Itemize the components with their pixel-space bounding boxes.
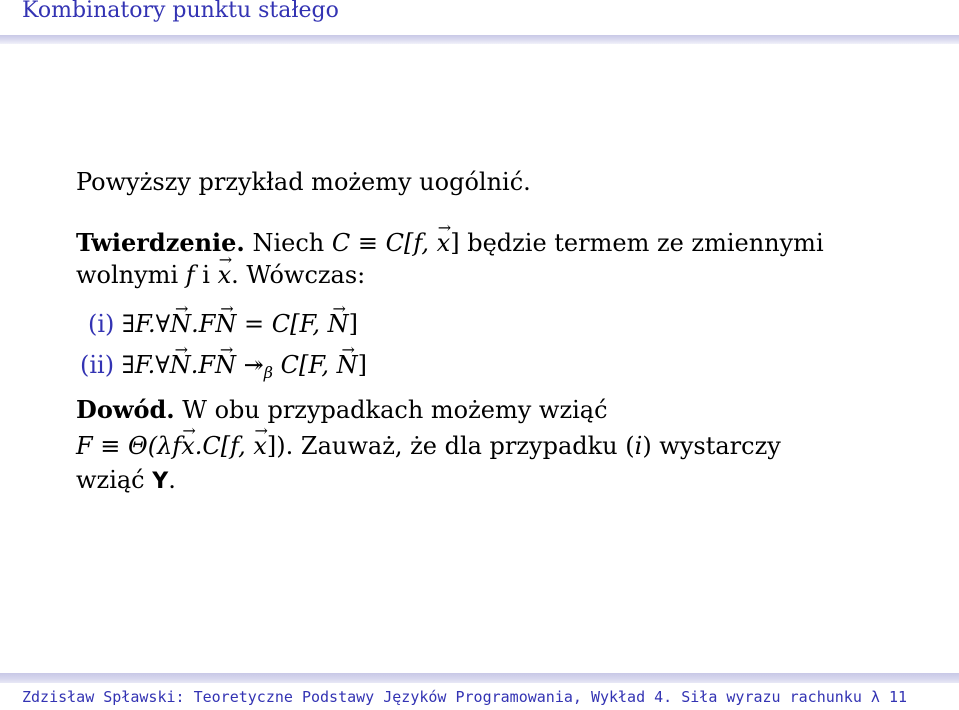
item-formula-rhs: C[F, [273,351,337,379]
n-vector: → N [328,309,349,339]
item-formula-pre: ∃F.∀ [122,310,171,338]
beta-subscript: β [263,363,274,382]
theorem-and: i [202,261,210,289]
proof-line-2 [76,431,781,461]
theorem-f: f [185,261,195,289]
theorem-bracket: ] [450,229,460,257]
theorem-text-4: . Wówczas: [231,261,366,289]
frame-title: Kombinatory punktu stałego [22,0,339,23]
theorem-text: Niech [252,229,325,257]
proof-text-3: ) wystarczy [642,432,781,460]
item-relation: ↠ [236,351,264,379]
item-close: ] [357,351,367,379]
x-vector: → x [181,431,195,461]
theorem-text-3: wolnymi [76,261,179,289]
proof-text: W obu przypadkach możemy wziąć [182,396,608,424]
theorem-c: C [331,229,351,257]
proof-dot-c: .C[f, [194,432,254,460]
theorem-x-vector: → x [437,228,451,258]
proof-i: i [634,432,643,460]
theorem-text-2: będzie termem ze zmiennymi [467,229,824,257]
n-vector: → N [215,350,236,380]
footer-rule [0,673,959,683]
item-formula-mid: .F [190,351,216,379]
proof-text-4: wziąć [76,466,145,494]
theorem-line-2 [76,260,365,290]
proof-line-1 [76,395,608,425]
item-formula-rhs: C[F, [271,310,328,338]
title-rule [0,35,959,44]
proof-period: . [168,466,176,494]
proof-f: F [76,432,93,460]
theorem-line-1 [76,228,824,258]
theorem-equiv: ≡ [357,229,378,257]
n-vector: → N [337,350,358,380]
item-relation: = [236,310,272,338]
theorem-label: Twierdzenie. [76,228,245,257]
x-vector: → x [253,431,267,461]
item-formula-pre: ∃F.∀ [121,351,170,379]
n-vector: → N [170,309,191,339]
intro-text: Powyższy przykład możemy uogólnić. [76,168,531,196]
proof-line-3 [76,465,176,497]
proof-equiv: ≡ [100,432,121,460]
item-close: ] [348,310,359,338]
proof-close: ]). [266,432,294,460]
n-vector: → N [170,350,191,380]
item-label: (ii) [80,351,115,379]
item-ii [80,350,367,388]
proof-text-2: Zauważ, że dla przypadku ( [293,432,635,460]
y-combinator: Y [152,469,169,494]
item-label: (i) [88,310,115,338]
theorem-c-term: C[f, [385,229,437,257]
footer-text: Zdzisław Spławski: Teoretyczne Podstawy Języków Programowania, Wykład 4. Siła wyrazu rachunku λ 11 [22,688,908,706]
item-formula-mid: .F [191,310,216,338]
proof-label: Dowód. [76,395,175,424]
n-vector: → N [215,309,236,339]
proof-theta: Θ(λf [128,432,182,460]
theorem-x-vector-2: → x [218,260,232,290]
